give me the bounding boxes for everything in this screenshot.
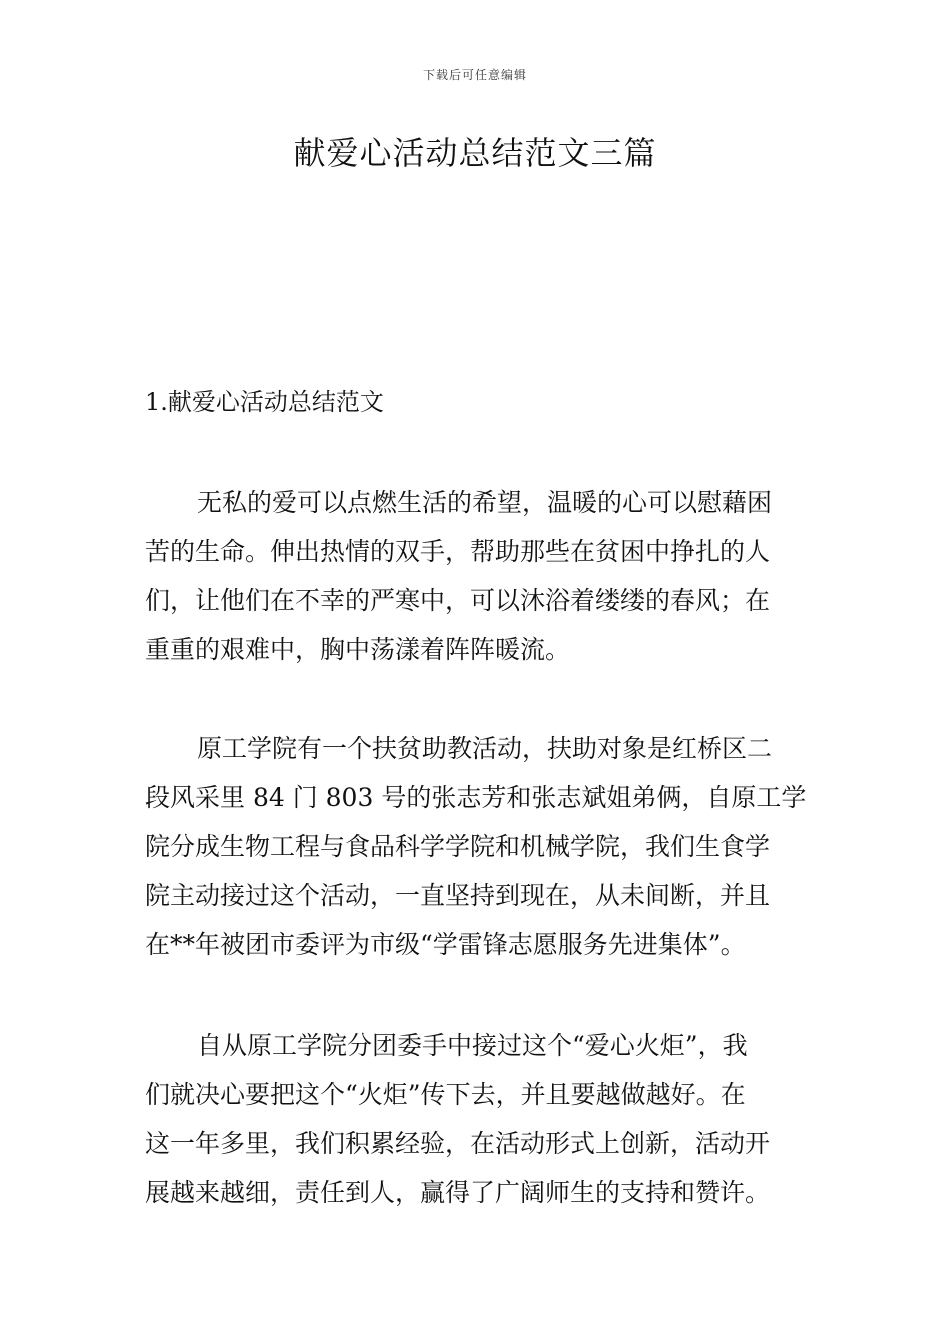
paragraph-line: 们，让他们在不幸的严寒中，可以沐浴着缕缕的春风；在	[145, 586, 771, 615]
paragraph-line: 苦的生命。伸出热情的双手，帮助那些在贫困中挣扎的人	[145, 537, 771, 566]
header-note: 下载后可任意编辑	[422, 68, 527, 82]
paragraph-1	[145, 478, 805, 674]
paragraph-line: 们就决心要把这个“火炬”传下去，并且要越做越好。在	[145, 1080, 746, 1109]
paragraph-line: 展越来越细，责任到人，赢得了广阔师生的支持和赞许。	[145, 1178, 771, 1207]
paragraph-line: 原工学院有一个扶贫助教活动，扶助对象是红桥区二	[197, 734, 773, 763]
section-heading: 1.献爱心活动总结范文	[145, 388, 384, 416]
paragraph-2	[145, 724, 805, 969]
paragraph-line: 重重的艰难中，胸中荡漾着阵阵暖流。	[145, 635, 571, 664]
paragraph-3	[145, 1021, 805, 1217]
paragraph-line: 在**年被团市委评为市级“学雷锋志愿服务先进集体”。	[145, 930, 746, 959]
paragraph-line: 院主动接过这个活动，一直坚持到现在，从未间断，并且	[145, 881, 771, 910]
paragraph-line: 无私的爱可以点燃生活的希望，温暖的心可以慰藉困	[197, 488, 773, 517]
paragraph-line: 院分成生物工程与食品科学学院和机械学院，我们生食学	[145, 832, 771, 861]
paragraph-line: 段风采里 84 门 803 号的张志芳和张志斌姐弟俩，自原工学	[145, 783, 807, 812]
paragraph-line: 自从原工学院分团委手中接过这个“爱心火炬”，我	[197, 1031, 748, 1060]
document-title: 献爱心活动总结范文三篇	[293, 134, 657, 172]
paragraph-line: 这一年多里，我们积累经验，在活动形式上创新，活动开	[145, 1129, 771, 1158]
